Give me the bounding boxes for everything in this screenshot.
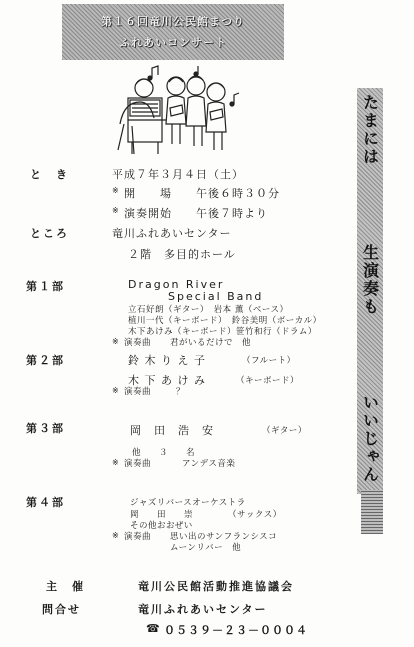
event-title: [62, 4, 284, 60]
part3-performer-instrument: （ギター）: [262, 426, 307, 436]
part2-songs: ？: [176, 387, 186, 397]
part1-song-label: 演奏曲: [124, 338, 152, 348]
venue-room: ２階 多目的ホール: [128, 248, 236, 261]
open-time: 午後６時３０分: [196, 187, 280, 200]
part4-song2: ムーンリバー 他: [170, 543, 242, 553]
part2-performer1-instrument: （フルート）: [242, 356, 296, 366]
event-date: 平成７年３月４日（土）: [112, 168, 244, 181]
start-label: 演奏開始: [124, 207, 172, 220]
part3-songs: アンデス音楽: [182, 459, 236, 469]
contact-label: 問合せ: [42, 603, 81, 616]
part2-performer2-name: 木 下 あ け み: [128, 374, 206, 387]
part1-band-line1: Dragon River: [128, 278, 225, 291]
phone-icon: ☎: [146, 622, 160, 635]
part1-band-line2: Special Band: [168, 290, 264, 303]
part1-member-line2: 植川一代（キーボード） 鈴谷美明（ボーカル）: [128, 316, 322, 326]
part3-song-label: 演奏曲: [124, 459, 152, 469]
part4-performer-instrument: （サックス）: [228, 510, 282, 520]
side-banner-text-3: いいじゃん: [360, 394, 380, 484]
part2-mark: ※: [112, 386, 119, 395]
part3-label: 第３部: [26, 422, 65, 435]
open-mark: ※: [112, 186, 119, 195]
part4-song-label: 演奏曲: [124, 532, 152, 542]
open-label: 開 場: [124, 187, 172, 200]
side-banner-text-1: たまには: [360, 94, 380, 166]
part1-label: 第１部: [26, 280, 65, 293]
side-banner-text-2: 生演奏も: [360, 244, 380, 316]
event-title-line1: 第１６回竜川公民館まつり: [101, 15, 245, 28]
side-decoration-block: [361, 490, 383, 534]
part4-orchestra: ジャズリバースオーケストラ: [130, 498, 246, 508]
venue-name: 竜川ふれあいセンター: [112, 227, 232, 240]
host-name: 竜川公民館活動推進協議会: [138, 580, 294, 593]
phone-number: ０５３９－２３－０００４: [164, 624, 308, 637]
start-time: 午後７時より: [196, 207, 268, 220]
part3-mark: ※: [112, 458, 119, 467]
host-label: 主 催: [46, 580, 85, 593]
event-title-line2: ふれあいコンサート: [119, 36, 227, 49]
start-mark: ※: [112, 206, 119, 215]
part2-performer2-instrument: （キーボード）: [236, 376, 300, 386]
part4-mark: ※: [112, 531, 119, 540]
part2-label: 第２部: [26, 354, 65, 367]
part2-song-label: 演奏曲: [124, 387, 152, 397]
part3-others: 他 ３ 名: [132, 448, 196, 458]
side-banner: [357, 88, 383, 494]
part4-label: 第４部: [26, 496, 65, 509]
part2-performer1-name: 鈴 木 り え 子: [128, 354, 206, 367]
contact-name: 竜川ふれあいセンター: [138, 603, 268, 616]
part4-performer-name: 岡 田 崇: [130, 510, 194, 520]
toki-label: と き: [30, 168, 69, 181]
part4-others: その他おおぜい: [130, 521, 193, 531]
part1-mark: ※: [112, 337, 119, 346]
children-singing-piano-illustration: [114, 64, 244, 158]
part1-member-line1: 立石好朗（ギター） 岩本 薫（ベース）: [128, 305, 289, 315]
part3-performer-name: 岡 田 浩 安: [130, 424, 214, 437]
part4-song1: 思い出のサンフランシスコ: [170, 532, 278, 542]
part1-songs: 君がいるだけで 他: [170, 338, 252, 348]
part1-member-line3: 木下あけみ（キーボード）笹竹和行（ドラム）: [128, 327, 317, 337]
tokoro-label: ところ: [30, 227, 69, 240]
